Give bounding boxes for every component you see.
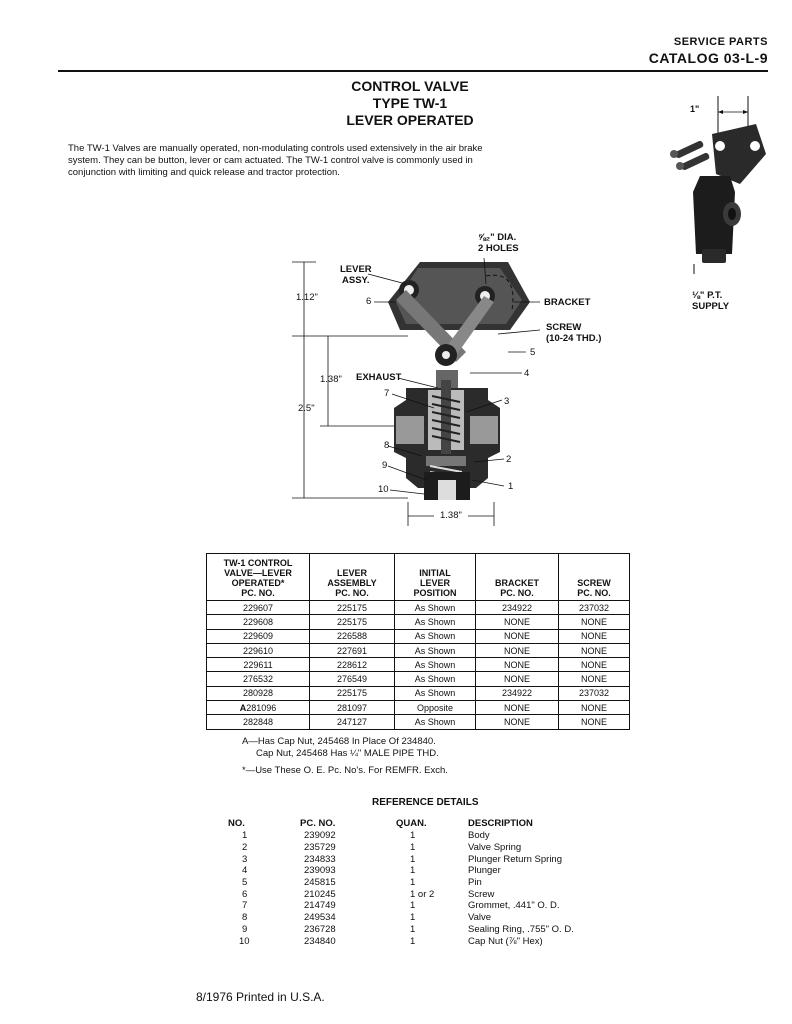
note-a-line-1: A—Has Cap Nut, 245468 In Place Of 234840.: [242, 736, 436, 747]
bracket-label: BRACKET: [544, 297, 591, 308]
header-catalog-number: CATALOG 03-L-9: [648, 50, 768, 66]
footer-print-date: 8/1976 Printed in U.S.A.: [196, 990, 325, 1004]
callout-3: 3: [504, 396, 510, 407]
callout-6: 6: [366, 296, 372, 307]
dimension-1-12: 1.12": [296, 292, 318, 303]
callout-1: 1: [508, 481, 514, 492]
page-title-line-3: LEVER OPERATED: [346, 112, 474, 128]
intro-paragraph: The TW-1 Valves are manually operated, non-modulating controls used extensively in the air brake system. They can be button, lever or cam actuated. The TW-1 control valve is commonly used in conjunction with limiting and quick release and tractor protection.: [68, 143, 483, 178]
dimension-1-38-vertical: 1.38": [320, 374, 342, 385]
dimension-1-38-horizontal: 1.38": [440, 510, 462, 521]
col-header-bracket: BRACKET PC. NO.: [476, 554, 559, 601]
dimension-2-5: 2.5": [298, 403, 315, 414]
note-a-line-2: Cap Nut, 245468 Has ¼" MALE PIPE THD.: [256, 748, 439, 759]
table-row: 4 239093 1 Plunger: [242, 865, 501, 877]
note-star: *—Use These O. E. Pc. No's. For REMFR. Exch.: [242, 765, 448, 776]
hole-dia-label-line-2: 2 HOLES: [478, 243, 519, 254]
header-service-parts: SERVICE PARTS: [673, 36, 768, 48]
table-row: 6 210245 1 or 2 Screw: [242, 888, 495, 900]
table-row: 2 235729 1 Valve Spring: [242, 842, 522, 854]
ref-col-no: NO.: [228, 817, 245, 829]
table-row: 3 234833 1 Plunger Return Spring: [242, 853, 562, 865]
table-row: 282848 247127 As Shown NONE NONE: [207, 715, 630, 729]
ref-col-quan: QUAN.: [396, 817, 427, 829]
table-row: 9 236728 1 Sealing Ring, .755" O. D.: [242, 923, 574, 935]
photo-dim-label: 1": [690, 104, 700, 114]
table-row: 1 239092 1 Body: [242, 830, 490, 842]
lever-assy-label-line-1: LEVER: [340, 264, 372, 275]
table-row: 229610 227691 As Shown NONE NONE: [207, 643, 630, 657]
header-rule: [58, 70, 768, 72]
table-row: 229609 226588 As Shown NONE NONE: [207, 629, 630, 643]
lever-assy-label-line-2: ASSY.: [342, 275, 370, 286]
table-row: 5 245815 1 Pin: [242, 877, 482, 889]
callout-8: 8: [384, 440, 390, 451]
reference-table: [228, 816, 608, 947]
screw-label-line-1: SCREW: [546, 322, 582, 333]
valve-cross-section-diagram: [288, 240, 608, 540]
table-row: 229611 228612 As Shown NONE NONE: [207, 658, 630, 672]
page-title-line-1: CONTROL VALVE: [351, 78, 469, 94]
table-row: 229608 225175 As Shown NONE NONE: [207, 615, 630, 629]
ref-col-desc: DESCRIPTION: [468, 817, 533, 829]
hole-dia-label-line-1: ⅝₂" DIA.: [478, 232, 517, 243]
callout-7: 7: [384, 388, 390, 399]
callout-4: 4: [524, 368, 530, 379]
supply-label-line-1: ⅛" P.T.: [692, 290, 723, 301]
col-header-valve: TW-1 CONTROL VALVE—LEVER OPERATED* PC. NO.: [207, 554, 310, 601]
exhaust-label: EXHAUST: [356, 372, 402, 383]
parts-table: [206, 553, 630, 730]
table-row: 7 214749 1 Grommet, .441" O. D.: [242, 900, 560, 912]
table-row: 229607 225175 As Shown 234922 237032: [207, 601, 630, 615]
table-row: A281096 281097 Opposite NONE NONE: [207, 701, 630, 715]
screw-label-line-2: (10-24 THD.): [546, 333, 602, 344]
table-row: 276532 276549 As Shown NONE NONE: [207, 672, 630, 686]
ref-col-pc: PC. NO.: [300, 817, 336, 829]
table-row: 8 249534 1 Valve: [242, 912, 492, 924]
page-title-line-2: TYPE TW-1: [372, 95, 448, 111]
callout-10: 10: [378, 484, 389, 495]
col-header-screw: SCREW PC. NO.: [559, 554, 630, 601]
col-header-position: INITIAL LEVER POSITION: [395, 554, 476, 601]
col-header-lever: LEVER ASSEMBLY PC. NO.: [310, 554, 395, 601]
callout-9: 9: [382, 460, 388, 471]
table-row: 280928 225175 As Shown 234922 237032: [207, 686, 630, 700]
supply-label-line-2: SUPPLY: [692, 301, 730, 312]
callout-5: 5: [530, 347, 536, 358]
valve-photo-illustration: [660, 94, 770, 274]
reference-details-title: REFERENCE DETAILS: [372, 797, 479, 808]
table-row: 10 234840 1 Cap Nut (⅞" Hex): [239, 935, 543, 947]
callout-2: 2: [506, 454, 512, 465]
